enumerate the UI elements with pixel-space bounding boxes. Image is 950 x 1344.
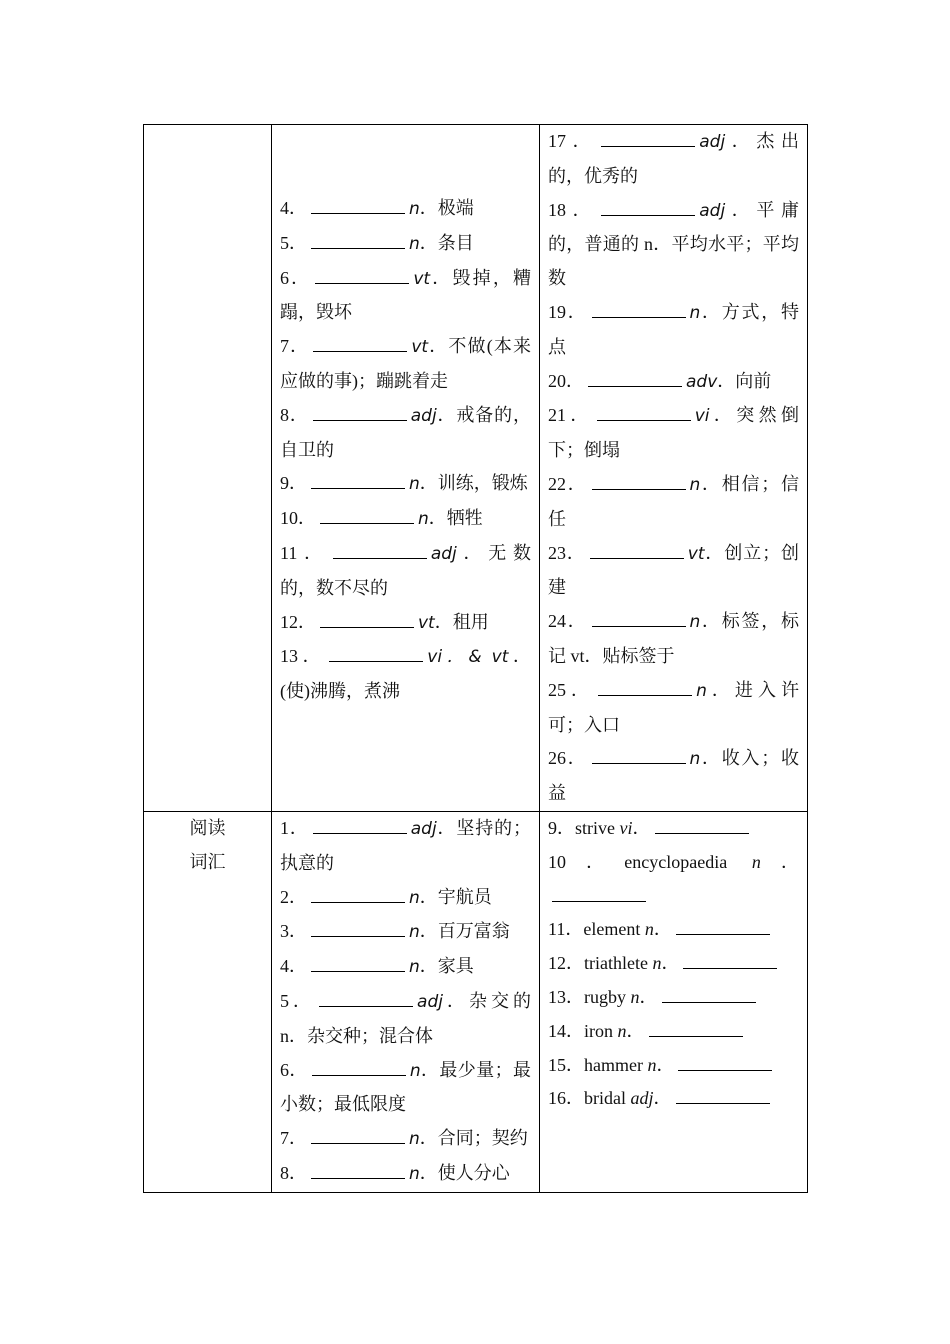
part-of-speech: n	[409, 474, 420, 495]
vocab-entry	[280, 399, 531, 468]
section-label-line: 阅读	[189, 817, 226, 838]
entry-number: 13．	[548, 986, 584, 1007]
part-of-speech: adv	[686, 371, 718, 392]
vocab-entry	[280, 1157, 531, 1192]
vocab-entry	[280, 1054, 531, 1123]
answer-blank[interactable]	[649, 1018, 743, 1037]
vocab-entry	[280, 985, 531, 1054]
vocab-entry	[280, 227, 531, 262]
entry-number: 4．	[280, 956, 307, 977]
vocab-entry	[548, 947, 799, 981]
vocab-entry	[280, 606, 531, 641]
part-of-speech: vt	[411, 337, 429, 358]
entry-number: 9．	[548, 817, 575, 838]
entry-word: rugby	[584, 986, 626, 1007]
answer-blank[interactable]	[311, 1160, 405, 1179]
answer-blank[interactable]	[662, 984, 756, 1003]
answer-blank[interactable]	[315, 265, 409, 284]
answer-blank[interactable]	[676, 916, 770, 935]
vocab-entry	[548, 537, 799, 606]
entry-meaning: ．百万富翁	[419, 921, 510, 942]
part-of-speech: n	[409, 199, 420, 219]
right-entries-cell	[540, 811, 808, 1192]
vocab-entry	[548, 605, 799, 674]
vocab-entry	[548, 125, 799, 194]
vocab-entry	[280, 502, 531, 537]
spacer	[280, 125, 531, 192]
entry-number: 13．	[280, 646, 326, 667]
entry-number: 10．	[548, 851, 625, 872]
entry-meaning: ．相信；信任	[548, 473, 800, 529]
entry-list	[540, 812, 807, 1116]
answer-blank[interactable]	[319, 988, 413, 1007]
entry-meaning: ．进入许可；入口	[548, 679, 800, 735]
answer-blank[interactable]	[312, 1057, 406, 1076]
answer-blank[interactable]	[597, 402, 691, 421]
vocab-entry	[548, 846, 799, 914]
answer-blank[interactable]	[683, 950, 777, 969]
part-of-speech: vi	[694, 406, 710, 427]
section-label-cell	[144, 811, 272, 1192]
answer-blank[interactable]	[333, 540, 427, 559]
answer-blank[interactable]	[311, 1125, 405, 1144]
entry-meaning: ．突然倒下；倒塌	[548, 405, 799, 461]
vocab-entry	[548, 1082, 799, 1116]
entry-meaning: ．方式，特点	[548, 301, 800, 357]
part-of-speech: n	[652, 953, 662, 974]
entry-meaning: ．家具	[419, 956, 474, 977]
part-of-speech: vt	[687, 543, 705, 564]
vocabulary-table	[143, 124, 808, 1193]
part-of-speech: n	[689, 749, 701, 770]
part-of-speech: n	[409, 1060, 421, 1081]
entry-number: 12．	[280, 611, 316, 632]
entry-number: 23．	[548, 542, 586, 563]
part-of-speech: adj	[410, 405, 437, 426]
entry-meaning: ．(使)沸腾，煮沸	[280, 646, 532, 702]
entry-meaning: ．条目	[419, 232, 474, 253]
vocab-entry	[280, 537, 531, 606]
vocab-entry	[280, 192, 531, 227]
answer-blank[interactable]	[311, 195, 405, 214]
entry-dot: ．	[661, 953, 680, 974]
answer-blank[interactable]	[311, 470, 405, 489]
entry-number: 4．	[280, 198, 307, 218]
answer-blank[interactable]	[601, 197, 695, 216]
vocab-entry	[548, 1015, 799, 1049]
entry-meaning: ．牺牲	[428, 508, 483, 529]
entry-number: 17．	[548, 131, 598, 151]
entry-number: 10．	[280, 508, 316, 529]
answer-blank[interactable]	[592, 608, 686, 627]
vocab-entry	[548, 365, 799, 400]
entry-meaning: ．标签，标记 vt．贴标签于	[548, 611, 800, 666]
part-of-speech: n	[644, 919, 654, 940]
part-of-speech: n	[751, 851, 761, 872]
vocab-entry	[548, 674, 799, 743]
part-of-speech: n	[689, 612, 701, 633]
part-of-speech: adj	[699, 132, 726, 152]
part-of-speech: n	[409, 233, 420, 254]
entry-dot: ．	[626, 1020, 645, 1041]
entry-number: 15．	[548, 1054, 584, 1075]
answer-blank[interactable]	[313, 402, 407, 421]
entry-number: 2．	[280, 886, 307, 907]
entry-number: 5．	[280, 990, 316, 1011]
entry-number: 5．	[280, 232, 307, 253]
vocab-entry	[548, 194, 799, 296]
answer-blank[interactable]	[313, 333, 407, 352]
entry-meaning: ．使人分心	[419, 1162, 510, 1183]
entry-word: encyclopaedia	[624, 851, 728, 872]
entry-number: 6．	[280, 1059, 308, 1080]
entry-meaning: ．训练，锻炼	[419, 473, 528, 494]
part-of-speech: n	[409, 1163, 420, 1184]
entry-word: iron	[584, 1020, 613, 1041]
entry-meaning: ．平庸的，普通的 n．平均水平；平均数	[548, 199, 800, 289]
vocab-entry	[548, 742, 799, 811]
part-of-speech: adj	[630, 1088, 654, 1109]
answer-blank[interactable]	[552, 883, 646, 902]
entry-meaning: ．收入；收益	[548, 748, 800, 804]
answer-blank[interactable]	[329, 643, 423, 662]
entry-meaning: ．极端	[419, 198, 474, 218]
entry-list	[272, 812, 539, 1192]
vocab-entry	[280, 262, 531, 331]
entry-number: 11．	[548, 919, 584, 940]
right-entries-cell	[540, 125, 808, 812]
entry-word: element	[583, 919, 641, 940]
answer-blank[interactable]	[320, 609, 414, 628]
left-entries-cell	[272, 125, 540, 812]
vocab-entry	[548, 812, 799, 846]
entry-number: 8．	[280, 1162, 307, 1183]
part-of-speech: vi	[619, 817, 633, 838]
entry-meaning: ．无数的，数不尽的	[280, 542, 531, 598]
section-label	[144, 812, 271, 880]
entry-number: 24．	[548, 611, 588, 632]
answer-blank[interactable]	[311, 953, 405, 972]
part-of-speech: adj	[430, 543, 457, 564]
entry-meaning: ．合同；契约	[419, 1128, 528, 1149]
table-row	[144, 811, 808, 1192]
entry-word: strive	[575, 817, 615, 838]
vocab-entry	[280, 915, 531, 950]
part-of-speech: n	[689, 302, 701, 323]
entry-meaning: ．不做(本来应做的事)；蹦跳着走	[280, 336, 532, 391]
answer-blank[interactable]	[311, 230, 405, 249]
entry-word: triathlete	[584, 953, 648, 974]
left-entries-cell	[272, 811, 540, 1192]
entry-number: 7．	[280, 336, 310, 357]
section-label-line: 词汇	[189, 851, 226, 872]
entry-list	[272, 125, 539, 709]
vocab-entry	[548, 913, 799, 947]
vocab-entry	[548, 296, 799, 365]
answer-blank[interactable]	[676, 1085, 770, 1104]
entry-number: 25．	[548, 679, 595, 700]
entry-number: 26．	[548, 748, 588, 769]
answer-blank[interactable]	[588, 368, 682, 387]
entry-number: 12．	[548, 953, 584, 974]
entry-word: bridal	[584, 1088, 626, 1109]
part-of-speech: adj	[417, 991, 443, 1012]
part-of-speech: adj	[410, 818, 437, 839]
entry-number: 6．	[280, 267, 312, 288]
part-of-speech: n	[617, 1020, 627, 1041]
vocab-entry	[548, 981, 799, 1015]
vocab-entry	[280, 640, 531, 709]
answer-blank[interactable]	[590, 540, 684, 559]
answer-blank[interactable]	[598, 677, 692, 696]
part-of-speech: n	[689, 474, 701, 495]
answer-blank[interactable]	[313, 815, 407, 834]
section-label-cell	[144, 125, 272, 812]
entry-dot: ．	[653, 1088, 672, 1109]
entry-meaning: ．杰出的，优秀的	[548, 131, 800, 186]
part-of-speech: adj	[699, 200, 726, 221]
table-row	[144, 125, 808, 812]
entry-meaning: ．租用	[434, 611, 489, 632]
part-of-speech: n	[409, 1129, 420, 1150]
entry-number: 9．	[280, 473, 307, 494]
entry-meaning: ．戒备的，自卫的	[280, 404, 532, 460]
answer-blank[interactable]	[592, 471, 686, 490]
part-of-speech: n	[630, 986, 640, 1007]
entry-dot: ．	[653, 919, 672, 940]
entry-number: 11．	[280, 542, 329, 563]
entry-number: 1．	[280, 817, 309, 838]
entry-number: 3．	[280, 921, 307, 942]
part-of-speech: n	[418, 509, 429, 530]
vocab-entry	[548, 1049, 799, 1083]
entry-meaning: ．最少量；最小数；最低限度	[280, 1059, 532, 1115]
entry-meaning: ．杂交的 n．杂交种；混合体	[280, 990, 532, 1046]
answer-blank[interactable]	[601, 128, 695, 147]
entry-meaning: ．坚持的；执意的	[280, 817, 532, 873]
answer-blank[interactable]	[311, 884, 405, 903]
part-of-speech: n	[696, 680, 707, 701]
entry-dot: ．	[639, 986, 658, 1007]
answer-blank[interactable]	[592, 745, 686, 764]
vocab-entry	[280, 950, 531, 985]
entry-number: 7．	[280, 1128, 307, 1149]
vocab-entry	[280, 467, 531, 502]
entry-word: hammer	[584, 1054, 643, 1075]
entry-dot: ．	[632, 817, 651, 838]
entry-meaning: ．毁掉，糟蹋，毁坏	[280, 267, 532, 323]
answer-blank[interactable]	[592, 299, 686, 318]
entry-dot: ．	[656, 1054, 675, 1075]
vocab-entry	[280, 1122, 531, 1157]
entry-number: 8．	[280, 404, 309, 425]
answer-blank[interactable]	[311, 918, 405, 937]
entry-meaning: ．创立；创建	[548, 542, 800, 598]
vocab-entry	[280, 881, 531, 916]
vocab-entry	[548, 399, 799, 468]
part-of-speech: vt	[413, 268, 431, 289]
part-of-speech: n	[647, 1054, 657, 1075]
entry-number: 21．	[548, 405, 593, 426]
answer-blank[interactable]	[320, 505, 414, 524]
part-of-speech: vi．& vt	[427, 647, 509, 668]
entry-list	[540, 125, 807, 811]
entry-meaning: ．向前	[717, 370, 772, 391]
entry-number: 14．	[548, 1020, 584, 1041]
entry-dot: ．	[760, 851, 799, 872]
part-of-speech: n	[409, 887, 420, 908]
entry-number: 18．	[548, 199, 598, 220]
entry-meaning: ．宇航员	[419, 886, 492, 907]
vocab-entry	[280, 812, 531, 881]
entry-number: 22．	[548, 473, 588, 494]
answer-blank[interactable]	[678, 1052, 772, 1071]
entry-number: 19．	[548, 301, 588, 322]
answer-blank[interactable]	[655, 815, 749, 834]
vocab-entry	[548, 468, 799, 537]
part-of-speech: n	[409, 922, 420, 943]
part-of-speech: vt	[418, 612, 435, 633]
entry-number: 20．	[548, 370, 584, 391]
vocab-entry	[280, 330, 531, 399]
part-of-speech: n	[409, 957, 420, 978]
entry-number: 16．	[548, 1088, 584, 1109]
